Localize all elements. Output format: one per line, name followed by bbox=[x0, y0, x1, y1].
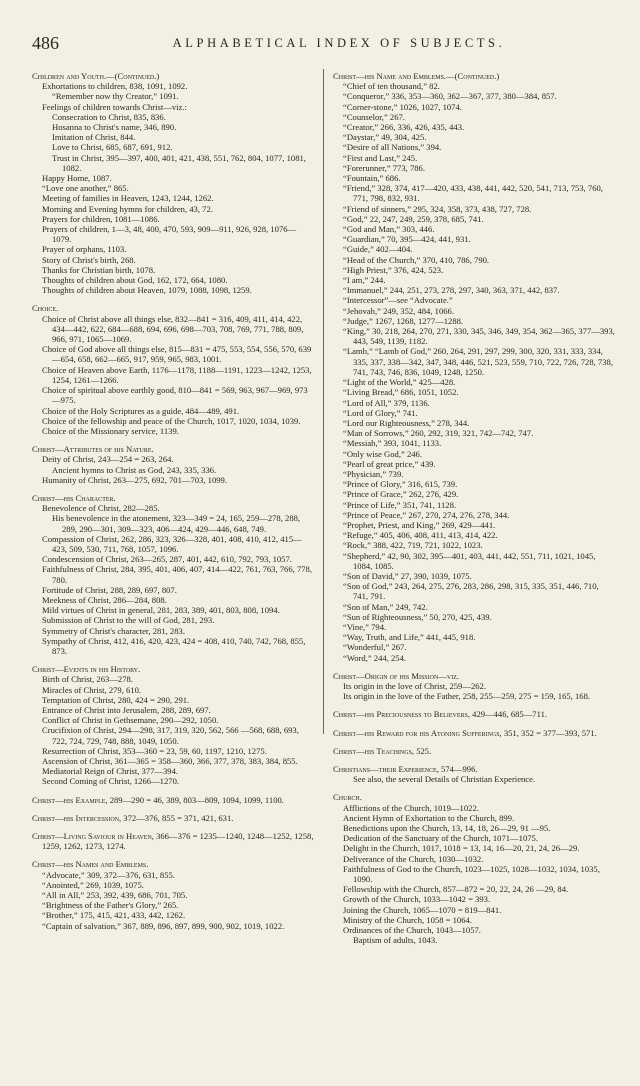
index-entry: Resurrection of Christ, 353—360 = 23, 59, 60, 1197, 1210, 1275. bbox=[42, 745, 267, 756]
index-entry: “Prince of Grace,” 262, 276, 429. bbox=[343, 489, 459, 500]
index-entry: “Brother,” 175, 415, 421, 433, 442, 1262. bbox=[42, 910, 186, 921]
index-entry: “Anointed,” 269, 1039, 1075. bbox=[42, 879, 144, 890]
index-entry: Ordinances of the Church, 1043—1057. bbox=[343, 925, 481, 936]
right-column bbox=[333, 71, 615, 945]
index-entry: “First and Last,” 245. bbox=[343, 152, 418, 163]
index-entry: Benevolence of Christ, 282—285. bbox=[42, 503, 160, 514]
index-entry: Birth of Christ, 263—278. bbox=[42, 674, 133, 685]
index-entry: Choice of Heaven above Earth, 1176—1178, 1188—1191, 1223—1242, 1253, 1254, 1261—1266. bbox=[42, 364, 312, 385]
index-entry: “Friend,” 328, 374, 417—420, 433, 438, 441, 442, 520, 541, 713, 753, 760, 771, 798, 832, 931. bbox=[343, 183, 603, 204]
index-entry: Story of Christ's birth, 268. bbox=[42, 254, 136, 265]
index-heading: Choice. bbox=[32, 303, 59, 314]
index-entry: Entrance of Christ into Jerusalem, 288, 289, 697. bbox=[42, 704, 211, 715]
index-entry: Faithfulness of God to the Church, 1023—1025, 1028—1032, 1034, 1035, 1090. bbox=[343, 863, 600, 885]
index-entry: Miracles of Christ, 279, 610. bbox=[42, 684, 142, 695]
index-entry: Condescension of Christ, 263—265, 287, 401, 442, 610, 792, 793, 1057. bbox=[42, 554, 292, 565]
index-entry: “Son of Man,” 249, 742. bbox=[343, 601, 428, 612]
index-heading: Christ—Origin of his Mission—viz. bbox=[333, 670, 460, 681]
index-entry: Growth of the Church, 1033—1042 = 393. bbox=[343, 894, 491, 905]
index-entry: Love to Christ, 685, 687, 691, 912. bbox=[52, 142, 173, 153]
index-entry: Deity of Christ, 243—254 = 263, 264. bbox=[42, 454, 174, 465]
index-entry: “All in All,” 253, 392, 439, 686, 701, 705. bbox=[42, 890, 188, 901]
index-entry: Choice of God above all things else, 815—831 = 475, 553, 554, 556, 570, 639—654, 658, 662—665, 917, 959, 965, 983, 1001. bbox=[42, 344, 312, 365]
index-entry: Choice of spiritual above earthly good, 810—841 = 569, 963, 967—969, 973—975. bbox=[42, 385, 308, 406]
index-entry: Fellowship with the Church, 857—872 = 20, 22, 24, 26 —29, 84. bbox=[343, 884, 569, 895]
index-entry: “Desire of all Nations,” 394. bbox=[343, 142, 442, 153]
index-entry: “Captain of salvation,” 367, 889, 896, 897, 899, 900, 902, 1019, 1022. bbox=[42, 920, 285, 931]
index-entry: “Fountain,” 686. bbox=[343, 173, 401, 184]
index-entry: Prayer of orphans, 1103. bbox=[42, 244, 127, 255]
index-entry: Ministry of the Church, 1058 = 1064. bbox=[343, 914, 472, 925]
index-entry: “Counselor,” 267. bbox=[343, 111, 405, 122]
index-entry: “Lord of Glory,” 741. bbox=[343, 407, 418, 418]
index-entry: “King,” 30, 218, 264, 270, 271, 330, 345, 346, 349, 354, 362—365, 377—393, 443, 549, 1139, 1182. bbox=[343, 326, 615, 347]
index-entry: “Daystar,” 49, 304, 425. bbox=[343, 132, 427, 143]
index-heading: Christ—Attributes of his Nature. bbox=[32, 444, 154, 455]
index-entry: Thoughts of children about God, 162, 172, 664, 1080. bbox=[42, 275, 228, 286]
index-entry: Delight in the Church, 1017, 1018 = 13, 14, 16—20, 21, 24, 26—29. bbox=[343, 843, 580, 854]
index-entry: “Intercessor”—see “Advocate.” bbox=[343, 295, 453, 306]
index-entry: “Friend of sinners,” 295, 324, 358, 373, 438, 727, 728. bbox=[343, 203, 532, 214]
index-entry: “Forerunner,” 773, 786. bbox=[343, 162, 425, 173]
index-entry: Symmetry of Christ's character, 281, 283. bbox=[42, 625, 185, 636]
index-heading: Church. bbox=[333, 792, 362, 803]
index-entry: Meekness of Christ, 286—284, 808. bbox=[42, 594, 167, 605]
column-divider bbox=[323, 69, 324, 734]
index-entry: Exhortations to children, 838, 1091, 1092. bbox=[42, 81, 188, 92]
index-entry: Ancient hymns to Christ as God, 243, 335, 336. bbox=[52, 464, 217, 475]
index-entry: Fortitude of Christ, 288, 289, 697, 807. bbox=[42, 584, 177, 595]
page-title: ALPHABETICAL INDEX OF SUBJECTS. bbox=[172, 36, 506, 50]
index-entry: “Sun of Righteousness,” 50, 270, 425, 439. bbox=[343, 611, 492, 622]
left-column bbox=[32, 71, 315, 931]
index-entry: Faithfulness of Christ, 284, 395, 401, 406, 407, 414—422, 761, 763, 766, 778, 780. bbox=[42, 564, 312, 585]
index-entry: “Prince of Life,” 351, 741, 1128. bbox=[343, 499, 457, 510]
index-entry: Humanity of Christ, 263—275, 692, 701—703, 1099. bbox=[42, 474, 228, 485]
index-entry: Conflict of Christ in Gethsemane, 290—292, 1050. bbox=[42, 715, 219, 726]
index-entry: Feelings of children towards Christ—viz.: bbox=[42, 101, 187, 112]
index-entry: Meeting of families in Heaven, 1243, 1244, 1262. bbox=[42, 193, 214, 204]
index-entry: Choice of the fellowship and peace of the Church, 1017, 1020, 1034, 1039. bbox=[42, 415, 301, 426]
index-entry: “Son of God,” 243, 264, 275, 276, 283, 286, 298, 315, 335, 351, 446, 710, 741, 791. bbox=[343, 581, 599, 602]
index-entry: Prayers of children, 1—3, 48, 400, 470, 593, 909—911, 926, 928, 1076—1079. bbox=[42, 224, 297, 245]
index-entry: Thanks for Christian birth, 1078. bbox=[42, 264, 156, 275]
index-entry: “Rock,” 388, 422, 719, 721, 1022, 1023. bbox=[343, 540, 483, 551]
index-entry: Joining the Church, 1065—1070 = 819—841. bbox=[343, 904, 502, 915]
index-entry: “Son of David,” 27, 390, 1039, 1075. bbox=[343, 570, 472, 581]
index-entry: His benevolence in the atonement, 323—349 = 24, 165, 259—278, 288, 289, 290—301, 309—323, 406—424, 429—446, 648, 749. bbox=[52, 513, 301, 534]
index-heading: Christ—his Intercession, 372—376, 855 = 371, 421, 631. bbox=[32, 812, 234, 823]
index-entry: Choice of the Missionary service, 1139. bbox=[42, 425, 179, 436]
index-entry: Submission of Christ to the will of God, 281, 293. bbox=[42, 615, 215, 626]
index-heading: Christ—his Character. bbox=[32, 492, 116, 503]
index-entry: Temptation of Christ, 280, 424 = 290, 291. bbox=[42, 694, 190, 705]
index-entry: Sympathy of Christ, 412, 416, 420, 423, 424 = 408, 410, 740, 742, 768, 855, 873. bbox=[42, 635, 306, 656]
index-entry: “God,” 22, 247, 249, 259, 378, 685, 741. bbox=[343, 213, 484, 224]
index-entry: “Creator,” 266, 336, 426, 435, 443. bbox=[343, 122, 465, 133]
index-entry: “Remember now thy Creator,” 1091. bbox=[52, 91, 179, 102]
index-entry: “Guide,” 402—404. bbox=[343, 244, 413, 255]
index-entry: Its origin in the love of Christ, 259—262. bbox=[343, 680, 486, 691]
index-entry: “Way, Truth, and Life,” 441, 445, 918. bbox=[343, 632, 476, 643]
index-entry: Deliverance of the Church, 1030—1032. bbox=[343, 853, 484, 864]
index-entry: Prayers for children, 1081—1086. bbox=[42, 213, 160, 224]
index-heading: Christ—his Names and Emblems. bbox=[32, 859, 149, 870]
index-entry: “Pearl of great price,” 439. bbox=[343, 458, 436, 469]
index-entry: “Lamb,” “Lamb of God,” 260, 264, 291, 297, 299, 300, 320, 331, 333, 334, 335, 337, 338—342, 347, 348, 446, 521, 523, 559, 710, 722, 726, 728, 738, 741, 743, 746, 836, 1049, 1248, 1250. bbox=[343, 346, 613, 377]
index-heading: Christ—his Teachings, 525. bbox=[333, 745, 432, 756]
index-entry: “Prince of Glory,” 316, 615, 739. bbox=[343, 479, 458, 490]
index-entry: See also, the several Details of Christian Experience. bbox=[353, 774, 536, 785]
index-entry: “Prophet, Priest, and King,” 269, 429—441. bbox=[343, 519, 496, 530]
index-entry: Imitation of Christ, 844. bbox=[52, 132, 136, 143]
index-entry: “Brightness of the Father's Glory,” 265. bbox=[42, 900, 179, 911]
index-entry: “Chief of ten thousand,” 82. bbox=[343, 81, 440, 92]
index-entry: “Corner-stone,” 1026, 1027, 1074. bbox=[343, 101, 462, 112]
index-heading: Christ—Living Saviour in Heaven, 366—376 = 1235—1240, 1248—1252, 1258, 1259, 1262, 1273, 1274. bbox=[32, 831, 314, 852]
index-entry: “Lord of All,” 379, 1136. bbox=[343, 397, 430, 408]
index-entry: Crucifixion of Christ, 294—298, 317, 319, 320, 562, 566 —568, 688, 693, 722, 724, 729, 748, 888, 1049, 1050. bbox=[42, 725, 299, 746]
index-entry: “Wonderful,” 267. bbox=[343, 642, 407, 653]
index-entry: “Living Bread,” 686, 1051, 1052. bbox=[343, 387, 459, 398]
index-entry: “Messiah,” 393, 1041, 1133. bbox=[343, 438, 442, 449]
index-entry: Afflictions of the Church, 1019—1022. bbox=[343, 802, 479, 813]
index-entry: Benedictions upon the Church, 13, 14, 18, 26—29, 91 —95. bbox=[343, 823, 551, 834]
index-heading: Christ—his Name and Emblems.—(Continued.) bbox=[333, 71, 500, 81]
index-entry: “Jehovah,” 249, 352, 484, 1066. bbox=[343, 305, 454, 316]
index-entry: “Love one another,” 865. bbox=[42, 183, 129, 194]
index-entry: “Lord our Righteousness,” 278, 344. bbox=[343, 417, 470, 428]
index-entry: “Word,” 244, 254. bbox=[343, 652, 407, 663]
index-entry: Choice of the Holy Scriptures as a guide, 484—489, 491. bbox=[42, 405, 240, 416]
index-heading: Christ—his Example, 289—290 = 46, 389, 803—809, 1094, 1099, 1100. bbox=[32, 794, 284, 805]
index-entry: Morning and Evening hymns for children, 43, 72. bbox=[42, 203, 213, 214]
page-header bbox=[32, 33, 606, 53]
index-entry: “Vine,” 794. bbox=[343, 621, 387, 632]
index-entry: “High Priest,” 376, 424, 523. bbox=[343, 264, 444, 275]
index-entry: Trust in Christ, 395—397, 400, 401, 421, 438, 551, 762, 804, 1077, 1081, 1082. bbox=[52, 152, 306, 173]
index-entry: “Refuge,” 405, 406, 408, 411, 413, 414, 422. bbox=[343, 530, 498, 541]
index-entry: Consecration to Christ, 835, 836. bbox=[52, 111, 166, 122]
index-entry: “Advocate,” 309, 372—376, 631, 855. bbox=[42, 869, 175, 880]
index-entry: “Immanuel,” 244, 251, 273, 278, 297, 340, 363, 371, 442, 837. bbox=[343, 285, 560, 296]
index-entry: Choice of Christ above all things else, 832—841 = 316, 409, 411, 414, 422, 434—442, 622, 684—688, 694, 696, 698—703, 708, 769, 771, 788, 809, 966, 971, 1065—1069. bbox=[42, 313, 304, 345]
index-entry: Baptism of adults, 1043. bbox=[353, 935, 438, 946]
index-heading: Christ—his Reward for his Atoning Sufferings, 351, 352 = 377—393, 571. bbox=[333, 727, 597, 738]
index-entry: Dedication of the Sanctuary of the Church, 1071—1075. bbox=[343, 833, 538, 844]
page-number: 486 bbox=[32, 33, 59, 53]
index-entry: Thoughts of children about Heaven, 1079, 1088, 1098, 1259. bbox=[42, 285, 252, 296]
index-heading: Christ—Events in his History. bbox=[32, 664, 141, 675]
index-entry: Second Coming of Christ, 1266—1270. bbox=[42, 776, 180, 787]
index-entry: Compassion of Christ, 262, 286, 323, 326—328, 401, 408, 410, 412, 415—423, 509, 530, 711, 768, 1057, 1096. bbox=[42, 533, 302, 554]
index-entry: “I am,” 244. bbox=[343, 275, 386, 286]
index-entry: “Shepherd,” 42, 90, 302, 395—401, 403, 441, 442, 551, 711, 1021, 1045, 1084, 1085. bbox=[343, 550, 596, 571]
index-entry: Ancient Hymn of Exhortation to the Church, 899. bbox=[343, 812, 515, 823]
index-entry: “Prince of Peace,” 267, 270, 274, 276, 278, 344. bbox=[343, 509, 510, 520]
index-entry: “Man of Sorrows,” 260, 292, 319, 321, 742—742, 747. bbox=[343, 428, 534, 439]
index-entry: Its origin in the love of the Father, 258, 255—259, 275 = 159, 165, 168. bbox=[343, 691, 591, 702]
index-entry: Happy Home, 1087. bbox=[42, 173, 112, 184]
index-heading: Christ—his Preciousness to Believers, 429—446, 685—711. bbox=[333, 709, 548, 720]
index-entry: “Only wise God,” 246. bbox=[343, 448, 423, 459]
index-entry: “Conqueror,” 336, 353—360, 362—367, 377, 380—384, 857. bbox=[343, 91, 557, 102]
index-entry: “Judge,” 1267, 1268, 1277—1288. bbox=[343, 315, 464, 326]
index-entry: Mild virtues of Christ in general, 281, 283, 389, 401, 803, 808, 1094. bbox=[42, 605, 280, 616]
index-entry: “God and Man,” 303, 446. bbox=[343, 224, 435, 235]
index-heading: Children and Youth.—(Continued.) bbox=[32, 71, 160, 81]
index-entry: Ascension of Christ, 361—365 = 358—360, 366, 377, 378, 383, 384, 855. bbox=[42, 756, 298, 766]
index-entry: “Guardian,” 70, 395—424, 441, 931. bbox=[343, 234, 471, 245]
index-entry: Hosanna to Christ's name, 346, 890. bbox=[52, 122, 177, 133]
index-heading: Christians—their Experience, 574—996. bbox=[333, 764, 478, 774]
index-entry: “Head of the Church,” 370, 410, 786, 790. bbox=[343, 254, 490, 265]
index-entry: “Physician,” 739. bbox=[343, 468, 404, 479]
index-entry: Mediatorial Reign of Christ, 377—394. bbox=[42, 766, 179, 777]
index-entry: “Light of the World,” 425—428. bbox=[343, 377, 456, 388]
